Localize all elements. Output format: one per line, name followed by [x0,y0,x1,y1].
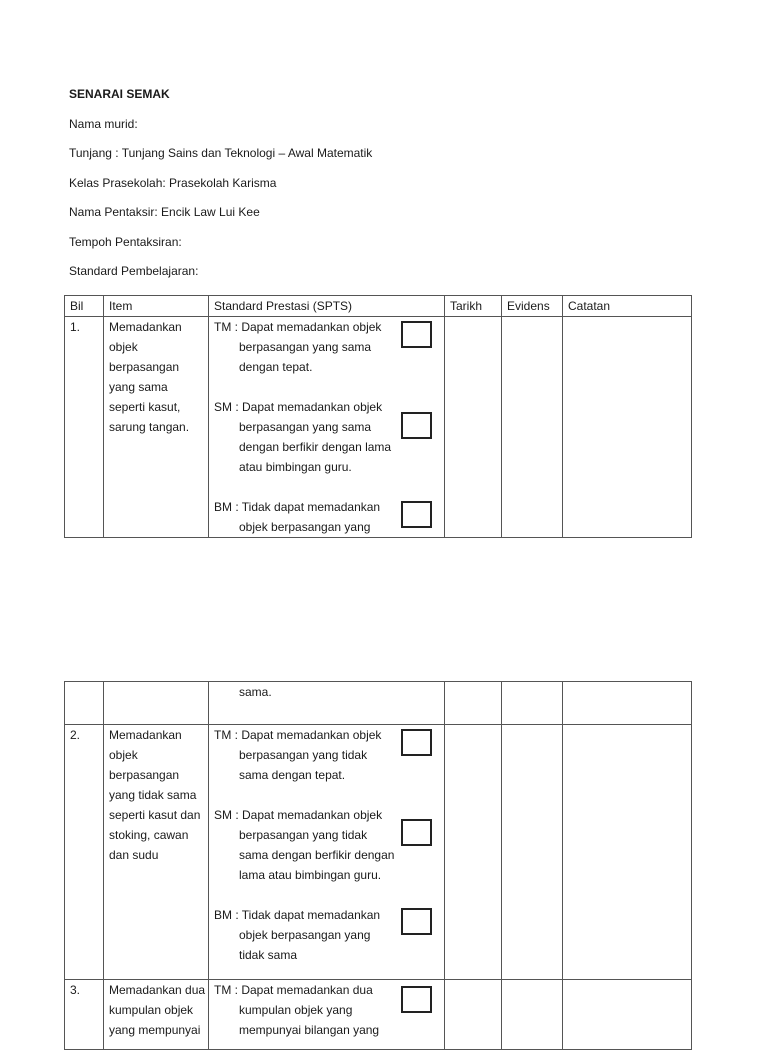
table-row [65,725,692,980]
standard-pembelajaran-label: Standard Pembelajaran: [69,264,199,278]
sm-line: SM : Dapat memadankan objek [214,808,383,822]
sm-line: berpasangan yang tidak [239,828,368,842]
row1-bil: 1. [65,317,104,538]
tm-line: mempunyai bilangan yang [239,1023,380,1037]
header-catatan: Catatan [563,296,692,317]
header-item: Item [104,296,209,317]
row1-spts [209,317,445,538]
row2-tarikh-cell[interactable] [445,725,502,980]
item-line: berpasangan [109,360,180,374]
bm-line: BM : Tidak dapat memadankan [214,500,381,514]
row3-bil: 3. [65,980,104,1050]
sm-checkbox[interactable] [401,412,432,439]
bm-line: objek berpasangan yang [239,928,371,942]
header-evidens: Evidens [502,296,563,317]
bm-line: BM : Tidak dapat memadankan [214,908,381,922]
row3-catatan-cell[interactable] [563,980,692,1050]
continuation-text: sama. [239,685,272,699]
table-row-continuation [65,682,692,725]
sm-checkbox[interactable] [401,819,432,846]
row2-evidens-cell[interactable] [502,725,563,980]
row3-evidens-cell[interactable] [502,980,563,1050]
tm-checkbox[interactable] [401,986,432,1013]
item-line: kumpulan objek [109,1003,194,1017]
sm-line: dengan berfikir dengan lama [239,440,392,454]
tm-line: sama dengan tepat. [239,768,346,782]
item-line: stoking, cawan [109,828,189,842]
tm-line: TM : Dapat memadankan objek [214,320,382,334]
header-tarikh: Tarikh [445,296,502,317]
item-line: yang sama [109,380,168,394]
tm-checkbox[interactable] [401,729,432,756]
document-title: SENARAI SEMAK [69,87,170,101]
item-line: seperti kasut, [109,400,181,414]
table-row [65,980,692,1050]
row1-evidens-cell[interactable] [502,317,563,538]
tm-line: berpasangan yang tidak [239,748,368,762]
tm-line: berpasangan yang sama [239,340,372,354]
pentaksir-label: Nama Pentaksir: Encik Law Lui Kee [69,205,260,219]
header-spts: Standard Prestasi (SPTS) [209,296,445,317]
tempoh-label: Tempoh Pentaksiran: [69,235,182,249]
item-line: yang tidak sama [109,788,197,802]
item-line: yang mempunyai [109,1023,201,1037]
tunjang-label: Tunjang : Tunjang Sains dan Teknologi – Awal Matematik [69,146,373,160]
row3-tarikh-cell[interactable] [445,980,502,1050]
item-line: seperti kasut dan [109,808,201,822]
tm-line: TM : Dapat memadankan objek [214,728,382,742]
sm-line: sama dengan berfikir dengan [239,848,395,862]
row2-catatan-cell[interactable] [563,725,692,980]
table-header-row [65,296,692,317]
item-line: Memadankan [109,320,182,334]
sm-line: SM : Dapat memadankan objek [214,400,383,414]
bm-checkbox[interactable] [401,501,432,528]
checklist-table-page1 [64,295,692,538]
item-line: Memadankan dua [109,983,206,997]
row3-item [104,980,209,1050]
tm-checkbox[interactable] [401,321,432,348]
item-line: sarung tangan. [109,420,190,434]
sm-line: lama atau bimbingan guru. [239,868,382,882]
bm-checkbox[interactable] [401,908,432,935]
row1-item [104,317,209,538]
row1-catatan-cell[interactable] [563,317,692,538]
row2-bil: 2. [65,725,104,980]
kelas-label: Kelas Prasekolah: Prasekolah Karisma [69,176,277,190]
row3-spts [209,980,445,1050]
header-bil: Bil [65,296,104,317]
bm-line: objek berpasangan yang [239,520,371,534]
tm-line: dengan tepat. [239,360,313,374]
row2-item [104,725,209,980]
row2-spts [209,725,445,980]
sm-line: berpasangan yang sama [239,420,372,434]
sm-line: atau bimbingan guru. [239,460,352,474]
tm-line: kumpulan objek yang [239,1003,353,1017]
row1-tarikh-cell[interactable] [445,317,502,538]
item-line: objek [109,340,138,354]
bm-line: tidak sama [239,948,298,962]
item-line: berpasangan [109,768,180,782]
checklist-table-page2 [64,681,692,1050]
item-line: objek [109,748,138,762]
item-line: dan sudu [109,848,159,862]
nama-murid-label: Nama murid: [69,117,138,131]
item-line: Memadankan [109,728,182,742]
table-row [65,317,692,538]
tm-line: TM : Dapat memadankan dua [214,983,373,997]
